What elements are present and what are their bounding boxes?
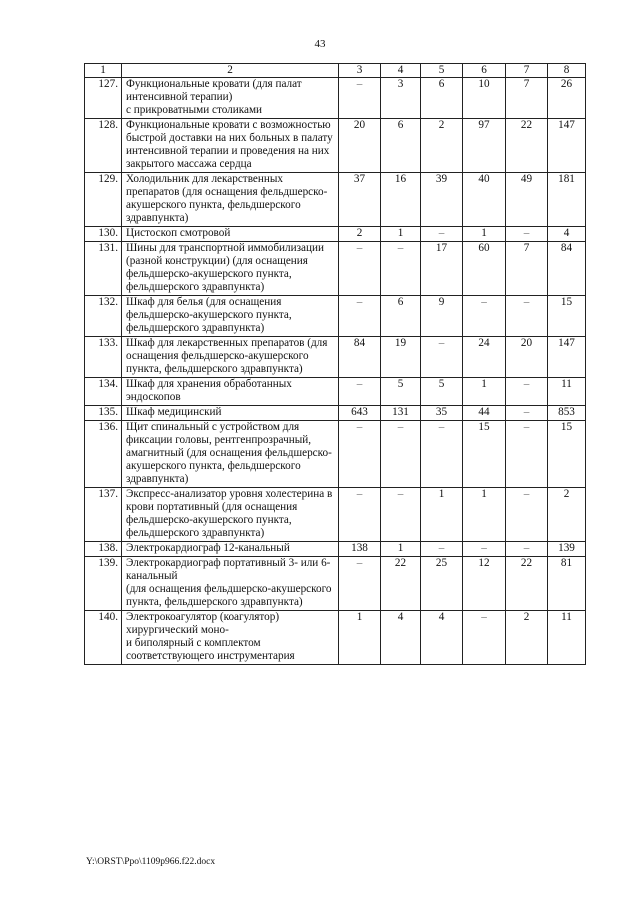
equipment-name: Функциональные кровати с возможностью быстрой доставки на них больных в палату интенсивной терапии и проведения на них закрытого массажа сердца [122,119,339,173]
quantity-cell: – [381,421,421,488]
quantity-cell: 97 [463,119,506,173]
quantity-cell: 2 [339,227,381,242]
equipment-name: Электрокардиограф портативный 3- или 6-канальный (для оснащения фельдшерско-акушерского пункта, фельдшерского здравпункта) [122,557,339,611]
row-number: 139. [85,557,122,611]
quantity-cell: 10 [463,78,506,119]
quantity-cell: 49 [506,173,548,227]
equipment-name: Шкаф медицинский [122,406,339,421]
row-number: 131. [85,242,122,296]
quantity-cell: 1 [339,611,381,665]
quantity-cell: – [339,296,381,337]
page-number: 43 [314,38,326,50]
quantity-cell: 22 [381,557,421,611]
quantity-cell: – [506,542,548,557]
quantity-cell: 6 [381,119,421,173]
row-number: 128. [85,119,122,173]
row-number: 134. [85,378,122,406]
equipment-name: Шкаф для белья (для оснащения фельдшерско-акушерского пункта, фельдшерского здравпункта) [122,296,339,337]
quantity-cell: 40 [463,173,506,227]
col-header: 1 [85,64,122,78]
quantity-cell: 84 [339,337,381,378]
quantity-cell: 84 [548,242,586,296]
equipment-table [84,63,586,665]
table-body [85,64,586,665]
quantity-cell: 60 [463,242,506,296]
table-header-row [85,64,586,78]
table-row [85,406,586,421]
row-number: 140. [85,611,122,665]
quantity-cell: 22 [506,557,548,611]
quantity-cell: 15 [548,421,586,488]
quantity-cell: – [339,242,381,296]
quantity-cell: – [506,296,548,337]
equipment-name: Электрокоагулятор (коагулятор) хирургический моно- и биполярный с комплектом соответствующего инструментария [122,611,339,665]
quantity-cell: 20 [506,337,548,378]
quantity-cell: 2 [548,488,586,542]
table-row [85,242,586,296]
quantity-cell: – [381,488,421,542]
quantity-cell: 1 [463,378,506,406]
quantity-cell: – [421,337,463,378]
equipment-name: Шины для транспортной иммобилизации (разной конструкции) (для оснащения фельдшерско-акушерского пункта, фельдшерского здравпункта) [122,242,339,296]
quantity-cell: – [506,227,548,242]
quantity-cell: 6 [421,78,463,119]
quantity-cell: – [506,488,548,542]
quantity-cell: 16 [381,173,421,227]
row-number: 130. [85,227,122,242]
quantity-cell: – [339,488,381,542]
table-row [85,227,586,242]
quantity-cell: 853 [548,406,586,421]
quantity-cell: 3 [381,78,421,119]
quantity-cell: 22 [506,119,548,173]
quantity-cell: 5 [381,378,421,406]
quantity-cell: 139 [548,542,586,557]
equipment-name: Холодильник для лекарственных препаратов (для оснащения фельдшерско-акушерского пункта, фельдшерского здравпункта) [122,173,339,227]
quantity-cell: 6 [381,296,421,337]
col-header: 3 [339,64,381,78]
quantity-cell: 19 [381,337,421,378]
table-row [85,488,586,542]
quantity-cell: – [463,542,506,557]
quantity-cell: – [506,378,548,406]
quantity-cell: 1 [381,542,421,557]
row-number: 138. [85,542,122,557]
quantity-cell: – [381,242,421,296]
quantity-cell: – [463,296,506,337]
quantity-cell: 11 [548,378,586,406]
quantity-cell: 11 [548,611,586,665]
col-header: 6 [463,64,506,78]
quantity-cell: 7 [506,78,548,119]
file-path-footer: Y:\ORST\Ppo\1109p966.f22.docx [86,857,216,867]
table-row [85,557,586,611]
row-number: 129. [85,173,122,227]
quantity-cell: 4 [548,227,586,242]
quantity-cell: 15 [463,421,506,488]
equipment-name: Функциональные кровати (для палат интенсивной терапии) с прикроватными столиками [122,78,339,119]
quantity-cell: 1 [463,488,506,542]
table-row [85,119,586,173]
quantity-cell: – [421,542,463,557]
col-header: 7 [506,64,548,78]
table-row [85,421,586,488]
quantity-cell: – [339,378,381,406]
quantity-cell: 20 [339,119,381,173]
col-header: 8 [548,64,586,78]
col-header: 2 [122,64,339,78]
quantity-cell: 147 [548,337,586,378]
table-row [85,78,586,119]
equipment-name: Шкаф для лекарственных препаратов (для оснащения фельдшерско-акушерского пункта, фельдшерского здравпункта) [122,337,339,378]
row-number: 133. [85,337,122,378]
quantity-cell: 25 [421,557,463,611]
equipment-name: Шкаф для хранения обработанных эндоскопов [122,378,339,406]
quantity-cell: – [339,421,381,488]
row-number: 136. [85,421,122,488]
table-row [85,378,586,406]
quantity-cell: 17 [421,242,463,296]
quantity-cell: 1 [381,227,421,242]
quantity-cell: 2 [421,119,463,173]
quantity-cell: – [463,611,506,665]
equipment-name: Цистоскоп смотровой [122,227,339,242]
quantity-cell: 4 [381,611,421,665]
quantity-cell: 44 [463,406,506,421]
quantity-cell: 138 [339,542,381,557]
quantity-cell: 7 [506,242,548,296]
quantity-cell: 131 [381,406,421,421]
equipment-name: Щит спинальный с устройством для фиксации головы, рентгенпрозрачный, амагнитный (для оснащения фельдшерско-акушерского пункта, фельдшерского здравпункта) [122,421,339,488]
quantity-cell: 4 [421,611,463,665]
quantity-cell: 15 [548,296,586,337]
quantity-cell: 9 [421,296,463,337]
quantity-cell: 643 [339,406,381,421]
quantity-cell: 12 [463,557,506,611]
quantity-cell: 37 [339,173,381,227]
quantity-cell: – [421,227,463,242]
quantity-cell: – [339,78,381,119]
table-row [85,611,586,665]
row-number: 127. [85,78,122,119]
quantity-cell: 81 [548,557,586,611]
quantity-cell: 24 [463,337,506,378]
quantity-cell: – [339,557,381,611]
quantity-cell: 181 [548,173,586,227]
table-row [85,542,586,557]
table-row [85,337,586,378]
equipment-name: Электрокардиограф 12-канальный [122,542,339,557]
table-row [85,173,586,227]
equipment-name: Экспресс-анализатор уровня холестерина в крови портативный (для оснащения фельдшерско-акушерского пункта, фельдшерского здравпункта) [122,488,339,542]
row-number: 132. [85,296,122,337]
col-header: 4 [381,64,421,78]
quantity-cell: 5 [421,378,463,406]
quantity-cell: – [421,421,463,488]
quantity-cell: – [506,421,548,488]
row-number: 135. [85,406,122,421]
quantity-cell: 1 [421,488,463,542]
quantity-cell: 1 [463,227,506,242]
quantity-cell: 35 [421,406,463,421]
quantity-cell: 2 [506,611,548,665]
table-row [85,296,586,337]
quantity-cell: – [506,406,548,421]
quantity-cell: 147 [548,119,586,173]
row-number: 137. [85,488,122,542]
quantity-cell: 39 [421,173,463,227]
quantity-cell: 26 [548,78,586,119]
col-header: 5 [421,64,463,78]
